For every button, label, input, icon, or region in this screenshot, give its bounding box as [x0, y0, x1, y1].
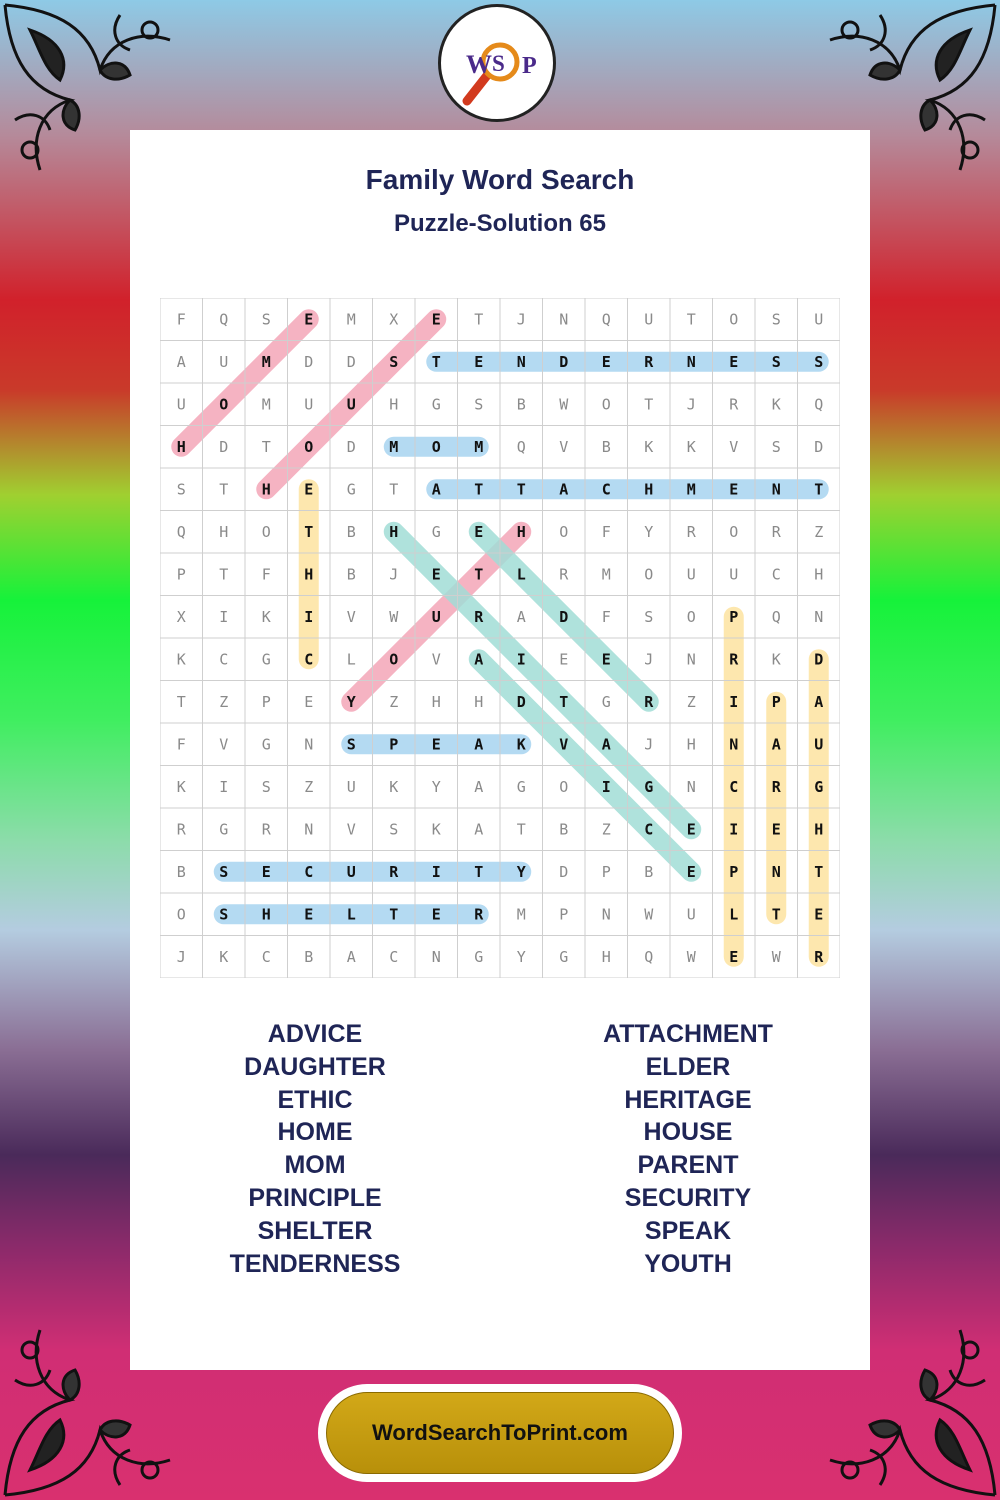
grid-letter: P	[729, 607, 739, 626]
grid-letter: I	[219, 607, 229, 626]
wsp-logo	[438, 4, 556, 122]
grid-letter: O	[644, 565, 654, 584]
grid-letter: T	[559, 692, 569, 711]
grid-letter: R	[729, 650, 739, 669]
grid-letter: T	[771, 905, 781, 924]
grid-letter: J	[686, 395, 696, 414]
grid-letter: T	[686, 310, 696, 329]
grid-letter: G	[261, 650, 271, 669]
grid-letter: N	[559, 310, 569, 329]
grid-letter: L	[729, 905, 739, 924]
grid-letter: A	[474, 650, 484, 669]
grid-letter: K	[644, 437, 654, 456]
grid-letter: T	[814, 480, 824, 499]
grid-letter: K	[771, 395, 781, 414]
grid-letter: E	[261, 862, 271, 881]
grid-letter: R	[814, 947, 824, 966]
grid-letter: T	[176, 692, 186, 711]
grid-letter: U	[814, 310, 824, 329]
logo-letter-p: P	[522, 53, 537, 79]
grid-letter: O	[389, 650, 399, 669]
grid-letter: M	[686, 480, 696, 499]
word-list-item: ATTACHMENT	[603, 1020, 773, 1048]
grid-letter: N	[304, 735, 314, 754]
grid-letter: G	[431, 522, 441, 541]
grid-letter: H	[516, 522, 526, 541]
word-list-item: HOUSE	[643, 1118, 733, 1147]
grid-letter: E	[431, 735, 441, 754]
grid-letter: B	[304, 947, 314, 966]
grid-letter: R	[474, 607, 484, 626]
word-list-item: SHELTER	[257, 1216, 373, 1245]
grid-letter: E	[304, 905, 314, 924]
grid-letter: E	[304, 310, 314, 329]
grid-letter: R	[261, 820, 271, 839]
grid-letter: V	[346, 820, 356, 839]
grid-letter: R	[729, 395, 739, 414]
grid-letter: K	[219, 947, 229, 966]
grid-letter: O	[686, 607, 696, 626]
grid-letter: K	[686, 437, 696, 456]
grid-letter: D	[559, 352, 569, 371]
word-list-item: MOM	[284, 1151, 346, 1180]
grid-letter: D	[346, 437, 356, 456]
grid-letter: M	[601, 565, 611, 584]
grid-letter: K	[771, 650, 781, 669]
grid-letter: K	[516, 735, 526, 754]
grid-letter: I	[431, 862, 441, 881]
grid-letter: N	[729, 735, 739, 754]
grid-letter: U	[814, 735, 824, 754]
grid-letter: C	[261, 947, 271, 966]
grid-letter: Q	[771, 607, 781, 626]
grid-letter: N	[601, 905, 611, 924]
puzzle-card	[130, 130, 870, 1370]
grid-letter: W	[559, 395, 569, 414]
grid-letter: F	[176, 735, 186, 754]
grid-letter: E	[729, 947, 739, 966]
grid-letter: H	[389, 522, 399, 541]
grid-letter: F	[601, 522, 611, 541]
grid-letter: E	[601, 352, 611, 371]
grid-letter: T	[431, 352, 441, 371]
grid-letter: S	[389, 820, 399, 839]
grid-letter: D	[559, 607, 569, 626]
grid-letter: J	[176, 947, 186, 966]
grid-letter: O	[304, 437, 314, 456]
grid-letter: S	[771, 437, 781, 456]
grid-letter: H	[389, 395, 399, 414]
grid-letter: U	[431, 607, 441, 626]
grid-letter: A	[474, 777, 484, 796]
grid-letter: H	[304, 565, 314, 584]
grid-letter: H	[644, 480, 654, 499]
grid-letter: E	[686, 820, 696, 839]
grid-letter: F	[261, 565, 271, 584]
grid-letter: Q	[176, 522, 186, 541]
grid-letter: N	[686, 777, 696, 796]
grid-letter: M	[474, 437, 484, 456]
grid-letter: G	[219, 820, 229, 839]
grid-letter: Z	[601, 820, 611, 839]
word-list-item: HERITAGE	[624, 1085, 752, 1114]
grid-letter: R	[559, 565, 569, 584]
grid-letter: L	[516, 565, 526, 584]
grid-letter: E	[559, 650, 569, 669]
grid-letter: Q	[516, 437, 526, 456]
grid-letter: D	[346, 352, 356, 371]
grid-letter: V	[346, 607, 356, 626]
grid-letter: A	[176, 352, 186, 371]
grid-letter: C	[771, 565, 781, 584]
grid-letter: G	[559, 947, 569, 966]
grid-letter: A	[474, 735, 484, 754]
grid-letter: Z	[389, 692, 399, 711]
grid-letter: U	[304, 395, 314, 414]
grid-letter: W	[686, 947, 696, 966]
grid-letter: T	[261, 437, 271, 456]
grid-letter: K	[389, 777, 399, 796]
grid-letter: E	[729, 480, 739, 499]
grid-letter: C	[389, 947, 399, 966]
grid-letter: K	[176, 777, 186, 796]
grid-letter: B	[644, 862, 654, 881]
grid-letter: R	[644, 352, 654, 371]
grid-letter: D	[516, 692, 526, 711]
grid-letter: T	[814, 862, 824, 881]
grid-letter: T	[474, 480, 484, 499]
grid-letter: Z	[219, 692, 229, 711]
logo-letter-s: S	[492, 51, 505, 76]
grid-letter: U	[686, 905, 696, 924]
grid-letter: V	[219, 735, 229, 754]
grid-letter: X	[389, 310, 399, 329]
grid-letter: X	[176, 607, 186, 626]
grid-letter: O	[559, 522, 569, 541]
grid-letter: E	[814, 905, 824, 924]
grid-letter: Y	[516, 947, 526, 966]
word-list-right	[500, 1018, 876, 1280]
word-list-item: SPEAK	[644, 1216, 732, 1245]
grid-letter: N	[771, 862, 781, 881]
grid-letter: U	[346, 862, 356, 881]
website-badge-inner	[326, 1392, 674, 1474]
grid-letter: R	[644, 692, 654, 711]
grid-letter: O	[176, 905, 186, 924]
grid-letter: E	[771, 820, 781, 839]
grid-letter: P	[601, 862, 611, 881]
grid-letter: N	[516, 352, 526, 371]
grid-letter: S	[219, 862, 229, 881]
grid-letter: Y	[644, 522, 654, 541]
grid-letter: H	[814, 820, 824, 839]
grid-letter: H	[431, 692, 441, 711]
website-badge[interactable]	[318, 1384, 682, 1482]
grid-letter: M	[261, 352, 271, 371]
word-list-item: ELDER	[645, 1052, 731, 1081]
grid-letter: C	[601, 480, 611, 499]
grid-letter: R	[771, 522, 781, 541]
grid-letter: T	[389, 905, 399, 924]
grid-letter: G	[814, 777, 824, 796]
grid-letter: S	[219, 905, 229, 924]
grid-letter: F	[601, 607, 611, 626]
grid-letter: G	[431, 395, 441, 414]
grid-letter: T	[304, 522, 314, 541]
grid-letter: N	[814, 607, 824, 626]
grid-letter: D	[814, 437, 824, 456]
grid-letter: W	[771, 947, 781, 966]
grid-letter: G	[346, 480, 356, 499]
grid-letter: V	[729, 437, 739, 456]
grid-letter: A	[559, 480, 569, 499]
website-link-text[interactable]: WordSearchToPrint.com	[372, 1420, 628, 1445]
grid-letter: Q	[814, 395, 824, 414]
grid-letter: E	[431, 905, 441, 924]
grid-letter: W	[644, 905, 654, 924]
grid-letter: U	[346, 395, 356, 414]
grid-letter: P	[261, 692, 271, 711]
word-list-item: SECURITY	[624, 1183, 752, 1212]
grid-letter: P	[389, 735, 399, 754]
word-list-item: YOUTH	[644, 1249, 732, 1278]
grid-letter: Y	[516, 862, 526, 881]
grid-letter: T	[516, 480, 526, 499]
grid-letter: K	[176, 650, 186, 669]
grid-letter: D	[304, 352, 314, 371]
puzzle-title: Family Word Search	[365, 164, 635, 195]
grid-letter: V	[559, 735, 569, 754]
grid-letter: C	[729, 777, 739, 796]
grid-letter: M	[261, 395, 271, 414]
grid-letter: V	[431, 650, 441, 669]
grid-letter: T	[474, 565, 484, 584]
grid-letter: R	[389, 862, 399, 881]
grid-letter: B	[346, 522, 356, 541]
grid-letter: C	[304, 650, 314, 669]
grid-letter: G	[474, 947, 484, 966]
grid-letter: T	[389, 480, 399, 499]
grid-letter: Z	[304, 777, 314, 796]
grid-letter: O	[729, 522, 739, 541]
grid-letter: U	[346, 777, 356, 796]
grid-letter: R	[771, 777, 781, 796]
grid-letter: H	[814, 565, 824, 584]
grid-letter: T	[219, 480, 229, 499]
grid-letter: B	[176, 862, 186, 881]
grid-letter: U	[176, 395, 186, 414]
grid-letter: O	[601, 395, 611, 414]
grid-letter: I	[516, 650, 526, 669]
grid-letter: B	[346, 565, 356, 584]
word-list-item: PRINCIPLE	[248, 1183, 382, 1212]
grid-letter: N	[771, 480, 781, 499]
grid-letter: L	[346, 650, 356, 669]
grid-letter: B	[601, 437, 611, 456]
grid-letter: I	[729, 820, 739, 839]
grid-letter: K	[261, 607, 271, 626]
grid-letter: J	[644, 650, 654, 669]
grid-letter: C	[304, 862, 314, 881]
grid-letter: H	[261, 480, 271, 499]
grid-letter: S	[814, 352, 824, 371]
grid-letter: E	[474, 522, 484, 541]
grid-letter: O	[219, 395, 229, 414]
grid-letter: Z	[686, 692, 696, 711]
grid-letter: O	[729, 310, 739, 329]
grid-letter: E	[474, 352, 484, 371]
grid-letter: A	[516, 607, 526, 626]
grid-letter: E	[431, 310, 441, 329]
grid-letter: U	[686, 565, 696, 584]
grid-letter: R	[474, 905, 484, 924]
grid-letter: U	[729, 565, 739, 584]
grid-letter: A	[431, 480, 441, 499]
grid-canvas	[160, 298, 840, 978]
word-list-item: PARENT	[637, 1151, 739, 1180]
grid-letter: E	[304, 692, 314, 711]
grid-letter: S	[644, 607, 654, 626]
grid-letter: S	[176, 480, 186, 499]
grid-letter: P	[729, 862, 739, 881]
grid-letter: W	[389, 607, 399, 626]
logo-letter-w: W	[466, 50, 492, 79]
grid-letter: H	[601, 947, 611, 966]
grid-letter: S	[771, 352, 781, 371]
word-list-item: ADVICE	[267, 1020, 363, 1048]
grid-letter: O	[261, 522, 271, 541]
grid-letter: M	[516, 905, 526, 924]
grid-letter: H	[686, 735, 696, 754]
grid-letter: J	[516, 310, 526, 329]
grid-letter: B	[516, 395, 526, 414]
word-list-left	[130, 1018, 500, 1280]
word-search-grid	[160, 298, 840, 978]
grid-letter: I	[304, 607, 314, 626]
grid-letter: H	[474, 692, 484, 711]
grid-letter: H	[219, 522, 229, 541]
grid-letter: G	[601, 692, 611, 711]
grid-letter: E	[304, 480, 314, 499]
grid-letter: C	[219, 650, 229, 669]
grid-letter: O	[431, 437, 441, 456]
grid-letter: A	[346, 947, 356, 966]
grid-letter: H	[261, 905, 271, 924]
grid-letter: R	[176, 820, 186, 839]
grid-letter: T	[516, 820, 526, 839]
grid-letter: S	[346, 735, 356, 754]
grid-letter: D	[814, 650, 824, 669]
grid-letter: Q	[601, 310, 611, 329]
grid-letter: A	[771, 735, 781, 754]
grid-letter: A	[601, 735, 611, 754]
grid-letter: D	[559, 862, 569, 881]
grid-letter: G	[261, 735, 271, 754]
grid-letter: Z	[814, 522, 824, 541]
grid-letter: M	[389, 437, 399, 456]
grid-letter: E	[431, 565, 441, 584]
grid-letter: N	[686, 650, 696, 669]
grid-letter: P	[176, 565, 186, 584]
grid-letter: E	[729, 352, 739, 371]
puzzle-subtitle: Puzzle-Solution 65	[393, 210, 606, 237]
grid-letter: G	[516, 777, 526, 796]
grid-letter: O	[559, 777, 569, 796]
word-list-item: DAUGHTER	[244, 1052, 386, 1081]
grid-letter: I	[219, 777, 229, 796]
grid-letter: U	[644, 310, 654, 329]
grid-letter: Q	[219, 310, 229, 329]
grid-letter: T	[474, 310, 484, 329]
grid-letter: T	[474, 862, 484, 881]
grid-letter: S	[389, 352, 399, 371]
grid-letter: D	[219, 437, 229, 456]
word-list-item: ETHIC	[277, 1085, 353, 1114]
grid-letter: N	[686, 352, 696, 371]
grid-letter: G	[644, 777, 654, 796]
grid-letter: H	[176, 437, 186, 456]
grid-letter: E	[686, 862, 696, 881]
grid-letter: L	[346, 905, 356, 924]
grid-letter: P	[559, 905, 569, 924]
grid-letter: C	[644, 820, 654, 839]
grid-letter: Y	[346, 692, 356, 711]
grid-letter: S	[771, 310, 781, 329]
grid-letter: P	[771, 692, 781, 711]
grid-letter: T	[219, 565, 229, 584]
grid-letter: S	[261, 310, 271, 329]
grid-letter: N	[304, 820, 314, 839]
grid-letter: F	[176, 310, 186, 329]
grid-letter: J	[644, 735, 654, 754]
grid-letter: Y	[431, 777, 441, 796]
grid-letter: I	[601, 777, 611, 796]
grid-letter: U	[219, 352, 229, 371]
grid-letter: B	[559, 820, 569, 839]
word-list-item: HOME	[277, 1118, 353, 1147]
grid-letter: T	[644, 395, 654, 414]
grid-letter: S	[474, 395, 484, 414]
grid-letter: A	[474, 820, 484, 839]
grid-letter: M	[346, 310, 356, 329]
grid-letter: E	[601, 650, 611, 669]
grid-letter: R	[686, 522, 696, 541]
grid-letter: K	[431, 820, 441, 839]
grid-letter: A	[814, 692, 824, 711]
grid-letter: V	[559, 437, 569, 456]
grid-letter: I	[729, 692, 739, 711]
word-list-item: TENDERNESS	[229, 1249, 401, 1278]
grid-letter: J	[389, 565, 399, 584]
grid-letter: S	[261, 777, 271, 796]
grid-letter: Q	[644, 947, 654, 966]
grid-letter: N	[431, 947, 441, 966]
